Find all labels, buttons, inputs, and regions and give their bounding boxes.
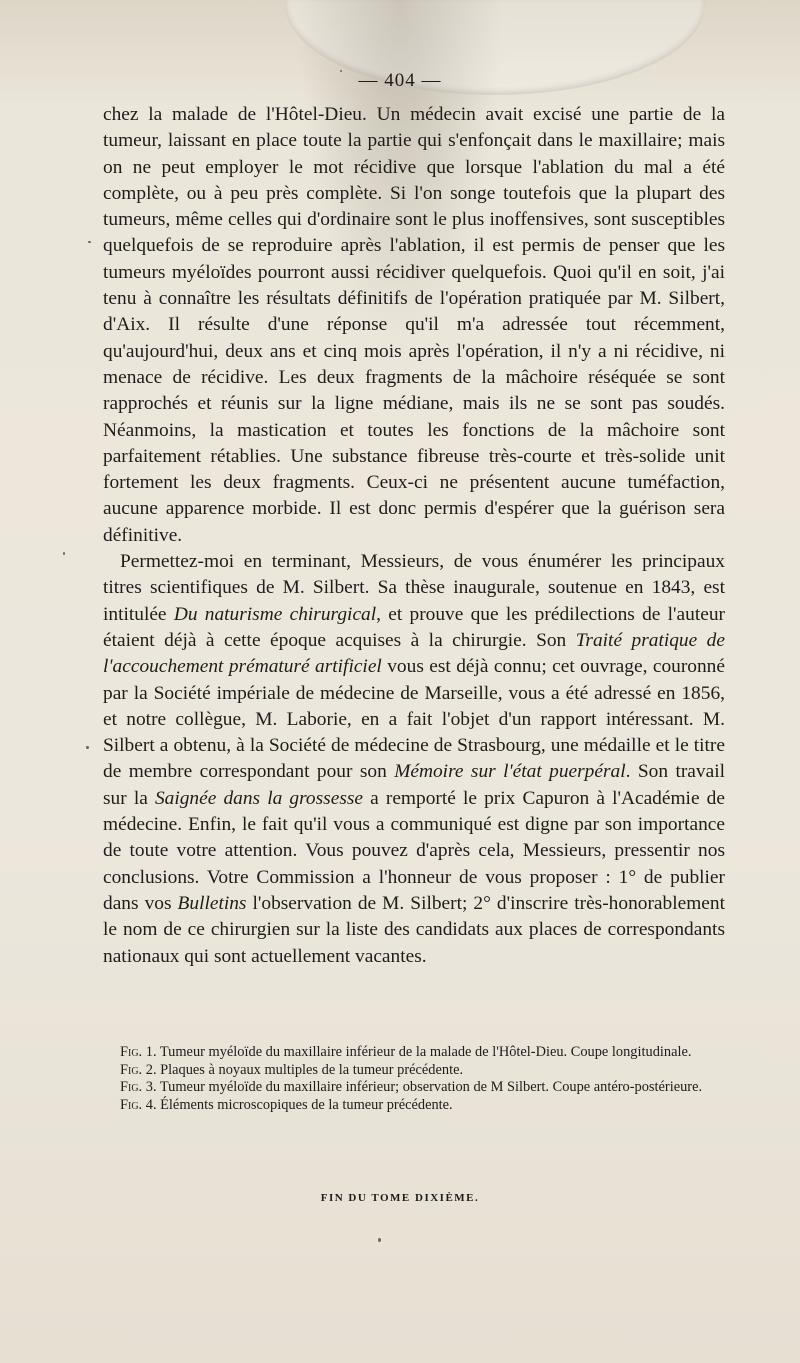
- end-of-volume-note: FIN DU TOME DIXIÈME.: [320, 1192, 480, 1204]
- figure-caption-text: Tumeur myéloïde du maxillaire inférieur; observation de M Silbert. Coupe antéro-postérieure.: [156, 1079, 703, 1096]
- figure-label: Fig. 3.: [120, 1079, 157, 1096]
- figure-label: Fig. 1.: [120, 1044, 157, 1060]
- ink-speck: [378, 1238, 381, 1242]
- text-run: l'observation de M. Silbert; 2° d'inscrire très-honorablement le nom de ce chirurgien sur la liste des candidats aux places de correspondants nationaux qui sont actuellement vacantes.: [103, 892, 725, 967]
- text-run: . Son travail sur la: [103, 761, 725, 809]
- body-text: [103, 102, 725, 970]
- text-run: , et prouve que les prédilections de l'auteur étaient déjà à cette époque acquises à la chirurgie. Son: [103, 603, 725, 651]
- figure-caption-text: Plaques à noyaux multiples de la tumeur précédente.: [156, 1061, 464, 1078]
- italic-title: Bulletins: [177, 892, 247, 914]
- figure-caption: [103, 1044, 725, 1062]
- ink-speck: [88, 241, 91, 243]
- italic-title: Saignée dans la grossesse: [154, 787, 364, 809]
- body-paragraph: [103, 102, 725, 549]
- ink-speck: [86, 746, 89, 749]
- italic-title: Du naturisme chirurgical: [173, 603, 377, 625]
- body-paragraph: [103, 549, 725, 970]
- ink-speck: [340, 70, 342, 72]
- italic-title: Traité pratique de l'accouchement prématuré artificiel: [103, 629, 725, 678]
- ink-speck: [63, 552, 65, 555]
- figure-caption-text: Éléments microscopiques de la tumeur précédente.: [156, 1096, 453, 1113]
- figure-label: Fig. 4.: [120, 1096, 157, 1113]
- text-run: chez la malade de l'Hôtel-Dieu. Un médecin avait excisé une partie de la tumeur, laissant en place toute la partie qui s'enfonçait dans le maxillaire; mais on ne peut employer le mot récidive que lorsque l'ablation du mal a été complète, ou à peu près complète. Si l'on songe toutefois que la plupart des tumeurs, même celles qui d'ordinaire sont le plus inoffensives, sont susceptibles quelquefois de se reproduire après l'ablation, il est permis de penser que les tumeurs myéloïdes pourront aussi récidiver quelquefois. Quoi qu'il en soit, j'ai tenu à connaître les résultats définitifs de l'opération pratiquée par M. Silbert, d'Aix. Il résulte d'une réponse qu'il m'a adressée tout récemment, qu'aujourd'hui, deux ans et cinq mois après l'opération, il n'y a ni récidive, ni menace de récidive. Les deux fragments de la mâchoire réséquée se sont rapprochés et réunis sur la ligne médiane, mais ils ne se sont pas soudés. Néanmoins, la mastication et toutes les fonctions de la mâchoire sont parfaitement rétablies. Une substance fibreuse très-courte et très-solide unit fortement les deux fragments. Ceux-ci ne présentent aucune tuméfaction, aucune apparence morbide. Il est donc permis d'espérer que la guérison sera définitive.: [103, 104, 725, 546]
- text-run: a remporté le prix Capuron à l'Académie de médecine. Enfin, le fait qu'il vous a communiqué est digne par son importance de toute votre attention. Vous pouvez d'après cela, Messieurs, pressentir nos conclusions. Votre Commission a l'honneur de vous proposer : 1° de publier dans vos: [103, 787, 725, 914]
- figure-captions: [103, 1044, 725, 1114]
- figure-caption: [103, 1097, 725, 1115]
- figure-label: Fig. 2.: [120, 1061, 157, 1078]
- page-number: — 404 —: [358, 70, 442, 91]
- text-run: Permettez-moi en terminant, Messieurs, de vous énumérer les principaux titres scientifiques de M. Silbert. Sa thèse inaugurale, soutenue en 1843, est intitulée: [103, 551, 725, 625]
- text-run: vous est déjà connu; cet ouvrage, couronné par la Société impériale de médecine de Marseille, vous a été adressé en 1856, et notre collègue, M. Laborie, en a fait l'objet d'un rapport intéressant. M. Silbert a obtenu, à la Société de médecine de Strasbourg, une médaille et le titre de membre correspondant pour son: [103, 656, 725, 783]
- italic-title: Mémoire sur l'état puerpéral: [394, 761, 626, 783]
- figure-caption: [103, 1062, 725, 1080]
- figure-caption: [103, 1079, 725, 1097]
- figure-caption-text: Tumeur myéloïde du maxillaire inférieur de la malade de l'Hôtel-Dieu. Coupe longitudinale.: [156, 1044, 692, 1060]
